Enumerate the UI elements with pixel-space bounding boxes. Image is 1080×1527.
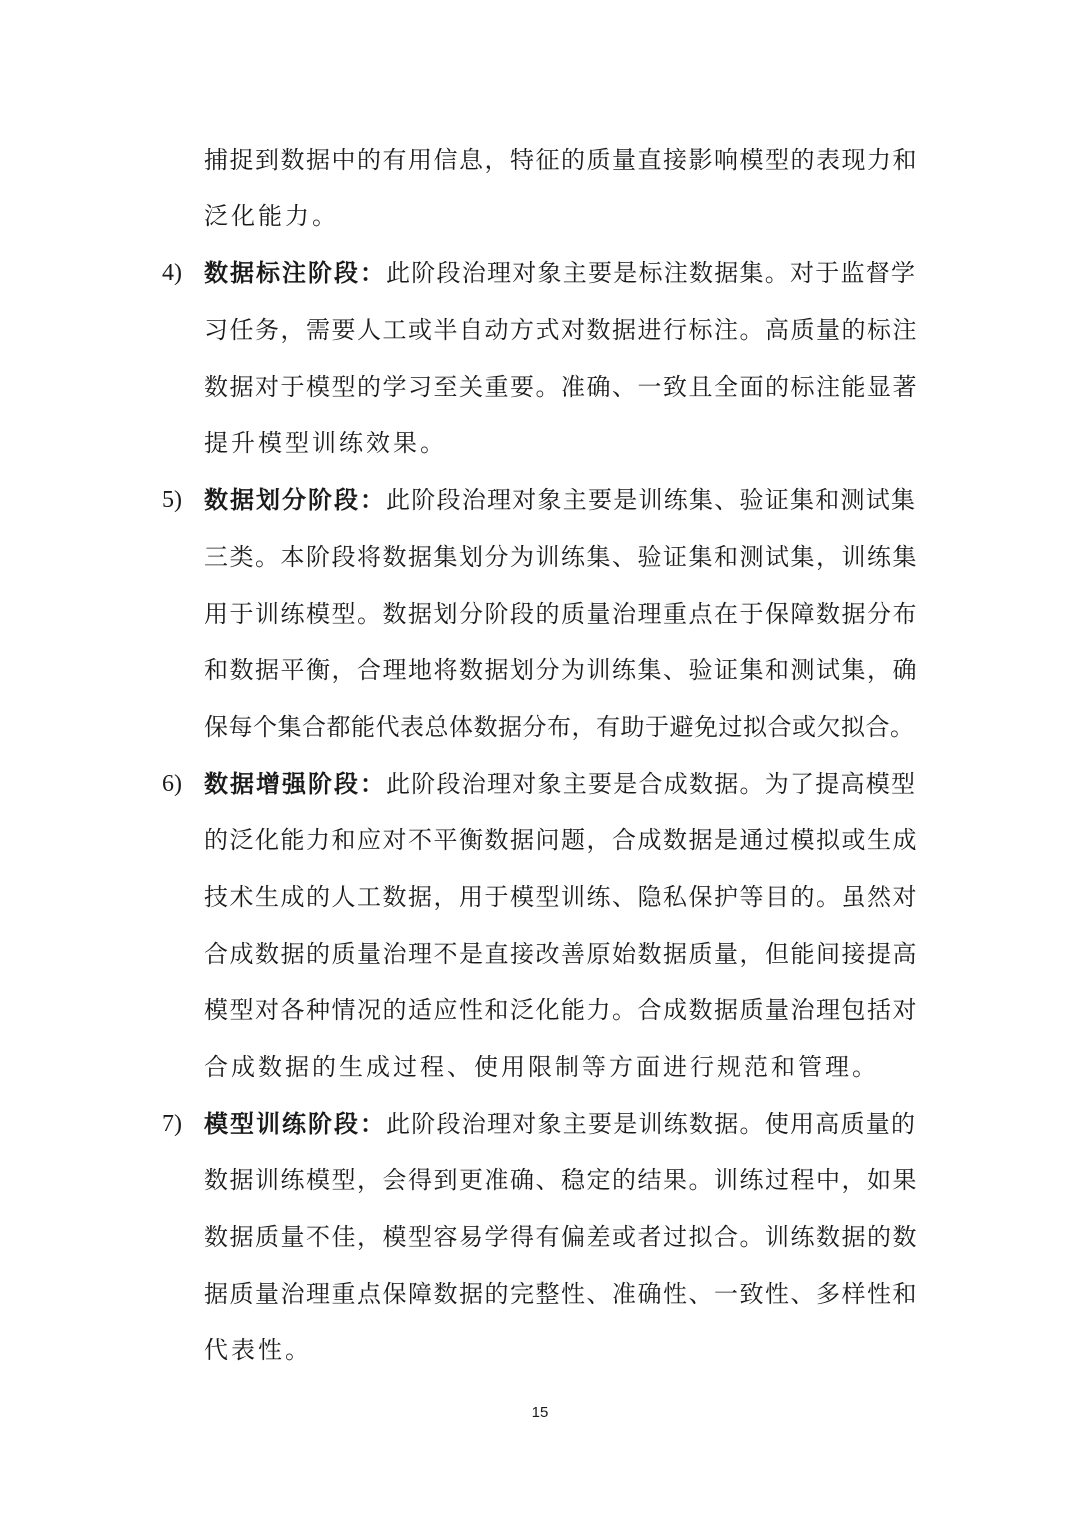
list-item-line: 合成数据的质量治理不是直接改善原始数据质量，但能间接提高 bbox=[204, 940, 918, 968]
list-item-line: 技术生成的人工数据，用于模型训练、隐私保护等目的。虽然对 bbox=[204, 883, 918, 911]
list-item-first-line bbox=[204, 257, 916, 289]
list-item-lead: 数据增强阶段： bbox=[204, 770, 386, 798]
page-number: 15 bbox=[531, 1404, 549, 1421]
list-item-line: 用于训练模型。数据划分阶段的质量治理重点在于保障数据分布 bbox=[204, 600, 918, 628]
list-item-number: 5) bbox=[162, 487, 182, 513]
list-item-first-line bbox=[204, 768, 916, 800]
list-item-text: 此阶段治理对象主要是合成数据。为了提高模型 bbox=[386, 770, 917, 798]
list-item-line: 保每个集合都能代表总体数据分布，有助于避免过拟合或欠拟合。 bbox=[204, 713, 915, 741]
list-item-lead: 模型训练阶段： bbox=[204, 1110, 386, 1138]
list-item-line: 模型对各种情况的适应性和泛化能力。合成数据质量治理包括对 bbox=[204, 996, 918, 1024]
list-item-line: 合成数据的生成过程、使用限制等方面进行规范和管理。 bbox=[204, 1053, 879, 1081]
intro-line: 泛化能力。 bbox=[204, 202, 339, 230]
list-item-line: 和数据平衡，合理地将数据划分为训练集、验证集和测试集，确 bbox=[204, 656, 918, 684]
list-item-line: 三类。本阶段将数据集划分为训练集、验证集和测试集，训练集 bbox=[204, 543, 918, 571]
list-item-line: 数据质量不佳，模型容易学得有偏差或者过拟合。训练数据的数 bbox=[204, 1223, 918, 1251]
list-item-line: 习任务，需要人工或半自动方式对数据进行标注。高质量的标注 bbox=[204, 316, 918, 344]
list-item-lead: 数据标注阶段： bbox=[204, 259, 386, 287]
list-item-number: 6) bbox=[162, 771, 182, 797]
list-item-number: 4) bbox=[162, 260, 182, 286]
list-item-lead: 数据划分阶段： bbox=[204, 486, 386, 514]
list-item-line: 的泛化能力和应对不平衡数据问题，合成数据是通过模拟或生成 bbox=[204, 826, 918, 854]
list-item-text: 此阶段治理对象主要是标注数据集。对于监督学 bbox=[386, 259, 917, 287]
list-item-line: 代表性。 bbox=[204, 1336, 312, 1364]
list-item-number: 7) bbox=[162, 1111, 182, 1137]
list-item-text: 此阶段治理对象主要是训练数据。使用高质量的 bbox=[386, 1110, 917, 1138]
list-item-line: 数据对于模型的学习至关重要。准确、一致且全面的标注能显著 bbox=[204, 373, 918, 401]
list-item-line: 据质量治理重点保障数据的完整性、准确性、一致性、多样性和 bbox=[204, 1280, 918, 1308]
list-item-line: 提升模型训练效果。 bbox=[204, 429, 447, 457]
list-item-first-line bbox=[204, 484, 916, 516]
intro-line: 捕捉到数据中的有用信息，特征的质量直接影响模型的表现力和 bbox=[204, 146, 918, 174]
list-item-line: 数据训练模型，会得到更准确、稳定的结果。训练过程中，如果 bbox=[204, 1166, 918, 1194]
list-item-text: 此阶段治理对象主要是训练集、验证集和测试集 bbox=[386, 486, 917, 514]
list-item-first-line bbox=[204, 1108, 916, 1140]
